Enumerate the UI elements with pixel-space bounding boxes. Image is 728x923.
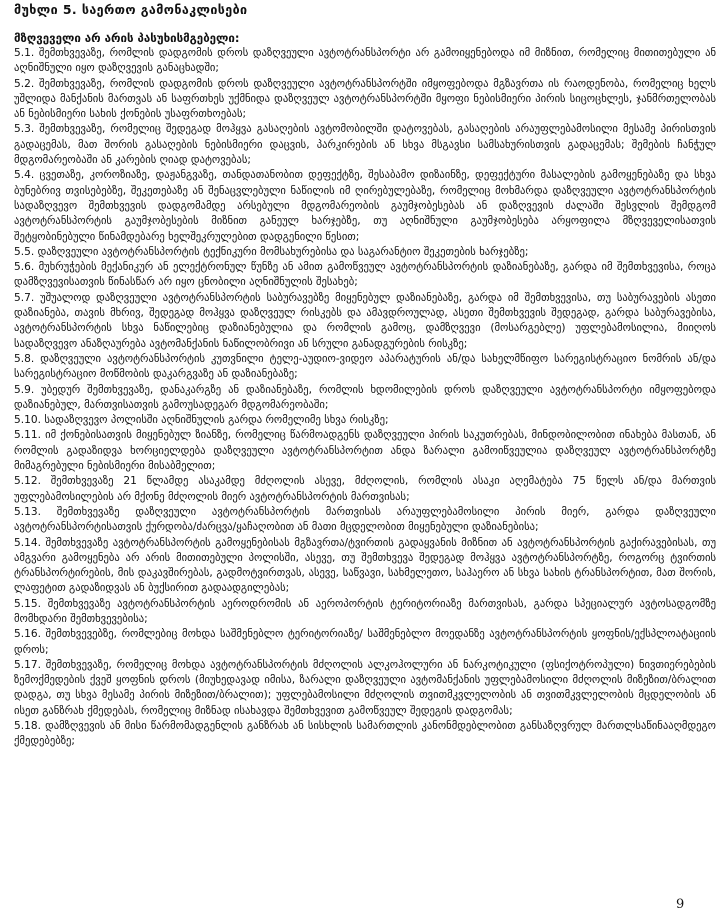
clause-list bbox=[14, 46, 716, 750]
clause-5-4: 5.4. ცვეთაზე, კოროზიაზე, დაჟანგვაზე, თანდათანობით დეფექტზე, შესაბამო დიზაინზე, დეფექტური მასალების გამოყენებაზე და სხვა ბუნებრივ თვისებებზე, შეკეთებაზე ან შენაცვლებული ნაწილის იმ ღირებულებაზე, რომელიც მოხმარდა დაზღვეული ავტოტრანსპორტის სადაზღვევო შემთხვევის დადგომამდე არსებული მდგომარეობის გაუმჯობესებას ან დაზღვევის ძალაში შესვლის შემდგომ ავტოტრანსპორტის გაუმჯობესების მიზნით განეულ ხარჯებზე, თუ აღნიშნული გაუმჯობესება არყოფილა მზღვეველისათვის შეტყობინებული წინამდებარე ხელშეკრულებით დადგენილი წესით; bbox=[14, 169, 716, 243]
clause-5-17: 5.17. შემთხვევაზე, რომელიც მოხდა ავტოტრანსპორტის მძღოლის ალკოჰოლური ან ნარკოტიკული (ფსიქოტროპული) ნივთიერებების ზემოქმედების ქვეშ ყოფნის დროს (მიუხედავად იმისა, ზარალი დაზღვეული ავტომანქანის უფლებამოსილი მძღოლის მიზეზით/ბრალით დადგა, თუ სხვა მესამე პირის მიზეზით/ბრალით); უფლებამოსილი მძღოლის თვითმკვლელობის ან თვითმკვლელობის მცდელობის ან ისეთ განზრახ ქმედებას, რომელიც მიზნად ისახავდა შემთხვევით გამოწვეულ შედეგის დადგომას; bbox=[14, 658, 716, 717]
clause-5-18: 5.18. დამზღვევის ან მისი წარმომადგენლის განზრახ ან სისხლის სამართლის კანონმდებლობით განსაზღვრულ მართლსაწინააღმდეგო ქმედებებზე; bbox=[14, 720, 716, 748]
clause-5-13: 5.13. შემთხვევაზე დაზღვეული ავტოტრანსპორტის მართვისას არაუფლებამოსილი პირის მიერ, გარდა დაზღვეული ავტოტრანსპორტისათვის ქურდობა/ძარცვა/ყაჩაღობით ან მათი მცდელობით მიყენებული დაზიანებისა; bbox=[14, 505, 716, 534]
clause-5-5: 5.5. დაზღვეული ავტოტრანსპორტის ტექნიკური მომსახურებისა და საგარანტიო შეკეთების ხარჯებზე; bbox=[14, 245, 529, 258]
clause-5-12: 5.12. შემთხვევაზე 21 წლამდე ასაკამდე მძღოლის ასევე, მძღოლის, რომლის ასაკი აღემატება 75 წელს ან/და მართვის უფლებამოსილების არ მქონე მძღოლის მიერ ავტოტრანსპორტის მართვისას; bbox=[14, 475, 716, 503]
clause-5-14: 5.14. შემთხვევაზე ავტოტრანსპორტის გამოყენებისას მგზავრთა/ტვირთის გადაყვანის მიზნით ან ავტოტრანსპორტის გაქირავებისას, თუ ამგვარი გამოყენება არ არის მითითებული პოლისში, ასევე, თუ შემთხვევა შედეგად მოჰყვა ავტოტრანსპორტზე, როგორც ტვირთის ტრანსპორტირების, მის დაკავშირებას, გადმოტვირთვას, ასევე, საწვავი, სახმელეთო, საჰაერო ან სხვა სახის ტრანსპორტით, მათ შორის, ლაფეტით გადაზიდვას ან ბუქსირით გადაადგილებას; bbox=[14, 536, 716, 595]
page-number: 9 bbox=[676, 897, 685, 912]
clause-5-6: 5.6. მუხრუჭების მექანიკურ ან ელექტრონულ წუნზე ან ამით გამოწვეულ ავტოტრანსპორტის დაზიანებაზე, გარდა იმ შემთხვევისა, როცა დამზღვევისათვის წინასწარ არ იყო ცნობილი აღნიშნულის შესახებ; bbox=[14, 261, 716, 289]
clause-5-10: 5.10. სადაზღვევო პოლისში აღნიშნულის გარდა რომელიმე სხვა რისკზე; bbox=[14, 414, 389, 427]
clause-5-7: 5.7. უშუალოდ დაზღვეული ავტოტრანსპორტის საბურავებზე მიყენებულ დაზიანებაზე, გარდა იმ შემთხვევისა, თუ საბურავების ასეთი დაზიანება, თავის მხრივ, შედეგად მოჰყვა დაზღვეულ რისკებს და ამავდროულად, ასეთი შემთხვევის შედეგად, გარდა საბურავებისა, ავტოტრანსპორტის სხვა ნაწილებიც დაზიანებულია და რომლის გამოც, დამზღვევი (მოსარგებლე) უფლებამოსილია, მიიღოს სადაზღვევო ანაზღაურება ავტომანქანის ნაწილობრივი ან სრული განადგურების რისკზე; bbox=[14, 291, 716, 350]
subheading: მზღვეველი არ არის პასუხისმგებელი: bbox=[14, 31, 240, 45]
clause-5-1: 5.1. შემთხვევაზე, რომლის დადგომის დროს დაზღვეული ავტოტრანსპორტი არ გამოიყენებოდა იმ მიზნით, რომელიც მითითებული ან აღნიშნული იყო დაზღვევის განაცხადში; bbox=[14, 47, 716, 75]
clause-5-15: 5.15. შემთხვევაზე ავტოტრანსპორტის აეროდრომის ან აეროპორტის ტერიტორიაზე მართვისას, გარდა სპეციალურ ავტოსადგომზე მომხდარი შემთხვევებისა; bbox=[14, 597, 716, 625]
section-title: მუხლი 5. საერთო გამონაკლისები bbox=[14, 2, 248, 17]
clause-5-11: 5.11. იმ ქონებისათვის მიყენებულ ზიანზე, რომელიც წარმოადგენს დაზღვეული პირის საკუთრებას, მინდობილობით ინახება მასთან, ან რომლის გადაზიდვა ხორციელდება დაზღვეული ავტოტრანსპორტით ანდა ზარალი გამოიწვეულია დაზღვეულ ავტოტრანსპორტზე მიმაგრებული ნებისმიერი მისაბმელით; bbox=[14, 429, 716, 473]
clause-5-3: 5.3. შემთხვევაზე, რომელიც შედეგად მოჰყვა გასაღების ავტომობილში დატოვებას, გასაღების არაუფლებამოსილი მესამე პირისთვის გადაცემას, მათ შორის გასაღების ნებისმიერი დაცვის, პარკირების ან სხვა მსგავსი სამსახურისთვის გადაცემას; შემების ჩანჭულ მდგომარეობაში ან კარების ღიად დატოვებას; bbox=[14, 123, 716, 167]
clause-5-2: 5.2. შემთხვევაზე, რომლის დადგომის დროს დაზღვეული ავტოტრანსპორტში იმყოფებოდა მგზავრთა ის რაოდენობა, რომელიც ხელს უშლიდა მანქანის მართვას ან საფრთხეს უქმნიდა დაზღვეულ ავტოტრანსპორტში მყოფი ნებისმიერი პირის სიცოცხლეს, ჯანმრთელობას ან ნებისმიერი სახის ქონების უსაფრთხოებას; bbox=[14, 77, 716, 121]
clause-5-9: 5.9. უბედურ შემთხვევაზე, დანაკარგზე ან დაზიანებაზე, რომლის ხდომილების დროს დაზღვეული ავტოტრანსპორტი იმყოფებოდა დაზიანებულ, მართვისათვის გამოუსადეგარ მდგომარეობაში; bbox=[14, 383, 716, 411]
clause-5-8: 5.8. დაზღვეული ავტოტრანსპორტის კუთვნილი ტელე-აუდიო-ვიდეო აპარატურის ან/და სახელმწიფო სარეგისტრაციო ნომრის ან/და სარეგისტრაციო მოწმობის დაკარგვაზე ან დაზიანებაზე; bbox=[14, 352, 716, 381]
clause-5-16: 5.16. შემთხვევებზე, რომლებიც მოხდა საშმენებლო ტერიტორიაზე/ საშმენებლო მოედანზე ავტოტრანსპორტის ყოფნის/ექსპლოატაციის დროს; bbox=[14, 628, 716, 656]
